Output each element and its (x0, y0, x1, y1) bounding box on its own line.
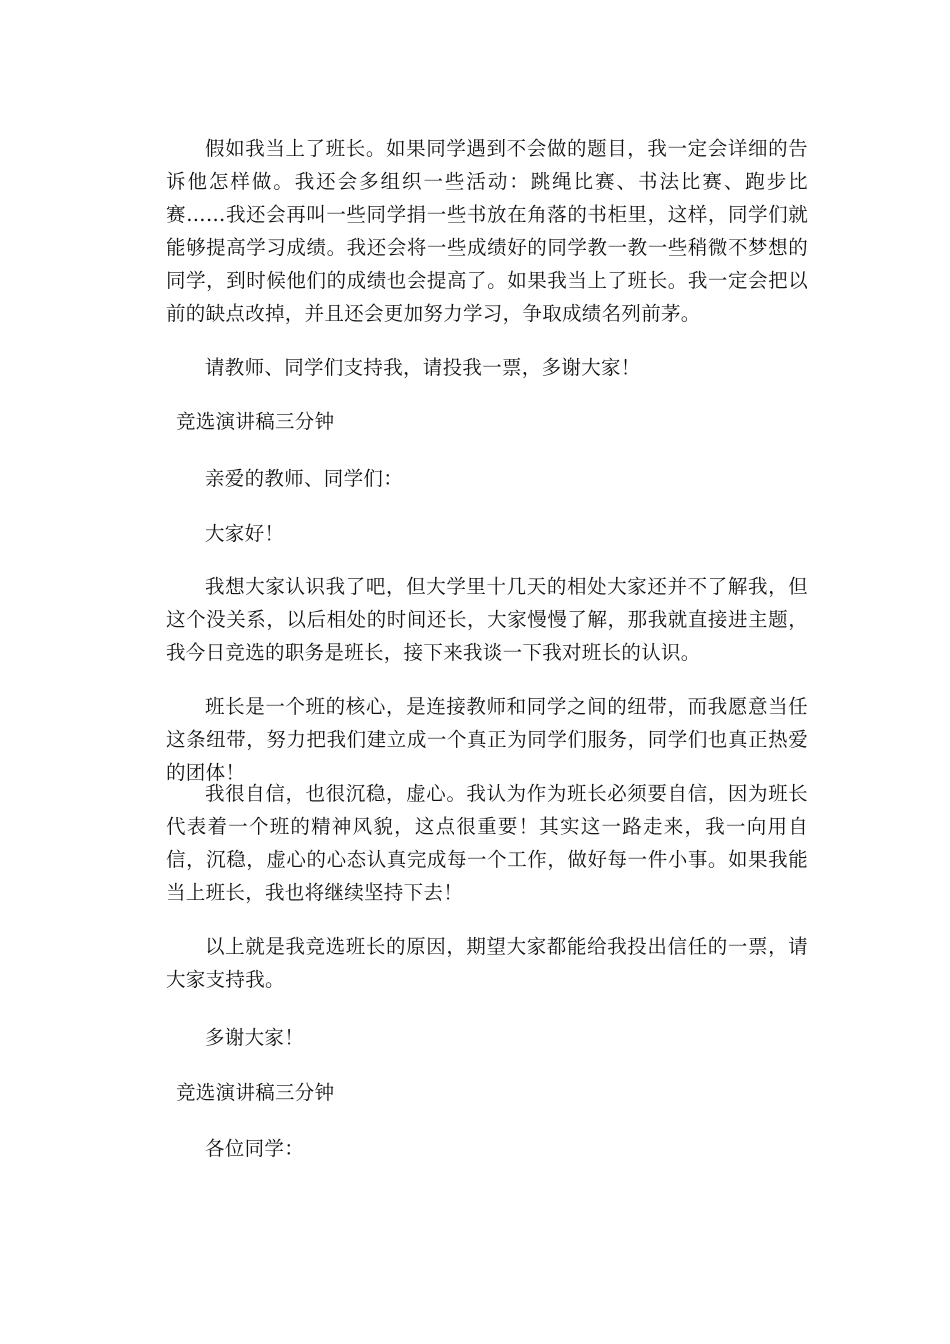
paragraph-thanks: 多谢大家！ (205, 1026, 305, 1049)
paragraph-introduction: 我想大家认识我了吧，但大学里十几天的相处大家还并不了解我，但这个没关系，以后相处的时间还长，大家慢慢了解，那我就直接进主题，我今日竞选的职务是班长，接下来我谈一下我对班长的认识。 (166, 575, 808, 664)
section-heading: 竞选演讲稿三分钟 (176, 410, 335, 433)
paragraph-conclusion: 以上就是我竞选班长的原因，期望大家都能给我投出信任的一票，请大家支持我。 (166, 935, 808, 991)
paragraph-salutation-second: 各位同学： (205, 1137, 305, 1160)
paragraph-self-confidence: 我很自信，也很沉稳，虚心。我认为作为班长必须要自信，因为班长代表着一个班的精神风貌，这点很重要！其实这一路走来，我一向用自信，沉稳，虚心的心态认真完成每一个工作，做好每一件小事。如果我能当上班长，我也将继续坚持下去！ (166, 782, 808, 904)
paragraph-vote-request: 请教师、同学们支持我，请投我一票，多谢大家！ (205, 356, 641, 379)
paragraph-campaign-promises: 假如我当上了班长。如果同学遇到不会做的题目，我一定会详细的告诉他怎样做。我还会多组织一些活动：跳绳比赛、书法比赛、跑步比赛……我还会再叫一些同学捐一些书放在角落的书柜里，这样，同学们就能够提高学习成绩。我还会将一些成绩好的同学教一教一些稍微不梦想的同学，到时候他们的成绩也会提高了。如果我当上了班长。我一定会把以前的缺点改掉，并且还会更加努力学习，争取成绩名列前茅。 (166, 137, 808, 325)
section-heading-second: 竞选演讲稿三分钟 (176, 1081, 335, 1104)
paragraph-monitor-role: 班长是一个班的核心，是连接教师和同学之间的纽带，而我愿意当任这条纽带，努力把我们建立成一个真正为同学们服务，同学们也真正热爱的团体！ (166, 695, 808, 784)
paragraph-greeting: 大家好！ (205, 522, 285, 545)
paragraph-salutation: 亲爱的教师、同学们： (205, 467, 404, 490)
